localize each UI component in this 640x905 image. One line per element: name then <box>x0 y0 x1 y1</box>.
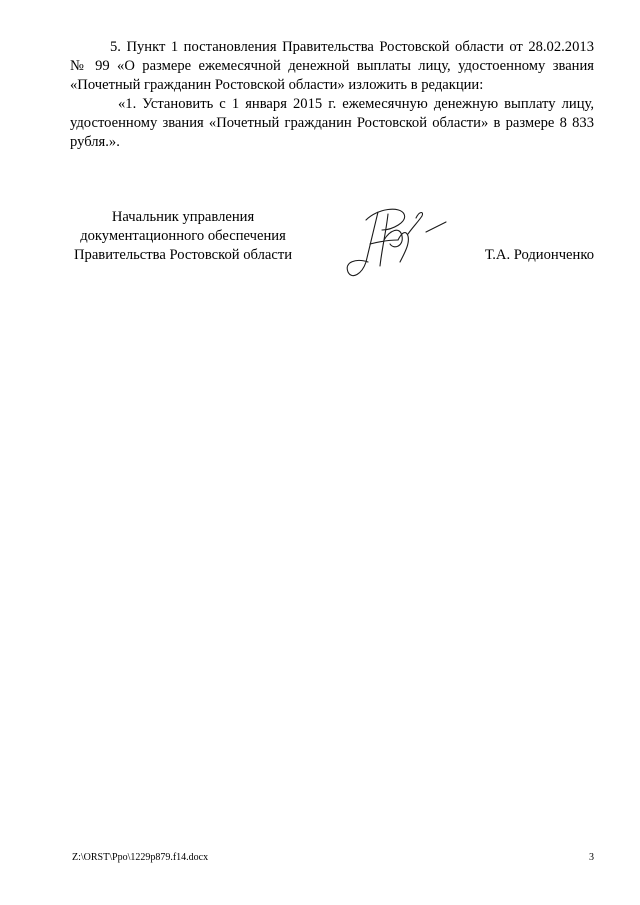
paragraph-amendment-point-5: 5. Пункт 1 постановления Правительства Ростовской области от 28.02.2013 № 99 «О размере ежемесячной денежной выплаты лицу, удостоенному звания «Почетный гражданин Ростовской области» изложить в редакции: <box>70 39 594 93</box>
document-body <box>70 38 594 152</box>
paragraph-new-wording: «1. Установить с 1 января 2015 г. ежемесячную денежную выплату лицу, удостоенному звания «Почетный гражданин Ростовской области» в размере 8 833 рубля.». <box>70 96 594 150</box>
position-line-1: Начальник управления <box>111 209 255 225</box>
footer-file-path: Z:\ORST\Ppo\1229p879.f14.docx <box>72 852 209 863</box>
page-number: 3 <box>589 852 594 863</box>
signer-name: Т.А. Родионченко <box>484 247 594 263</box>
position-line-3: Правительства Ростовской области <box>73 247 293 263</box>
position-line-2: документационного обеспечения <box>80 228 286 244</box>
handwritten-signature <box>338 200 458 288</box>
signatory-position <box>60 208 306 265</box>
